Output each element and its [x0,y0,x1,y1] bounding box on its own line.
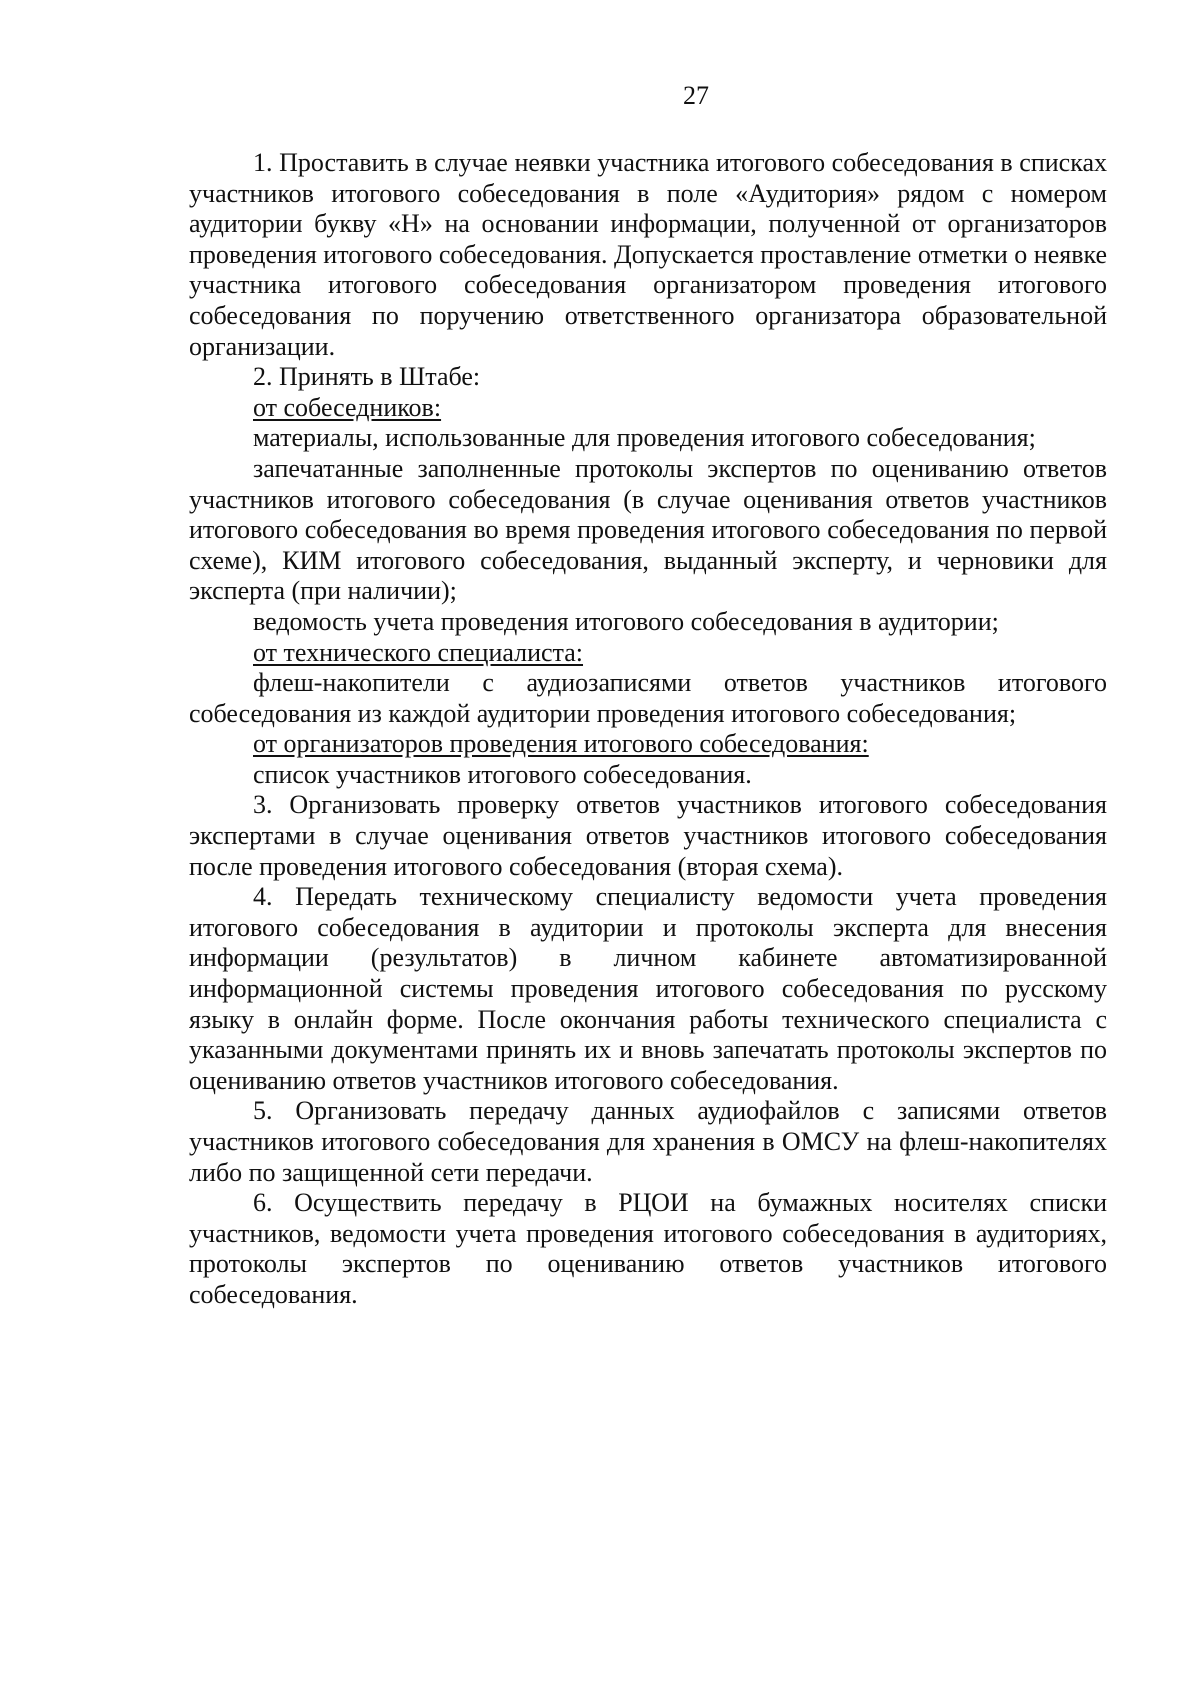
paragraph-participant-list: список участников итогового собеседования. [253,759,752,789]
subheading-from-organizers [189,729,1107,760]
page-number: 27 [683,81,709,110]
subheading-from-tech [189,638,1107,669]
subheading-from-organizers-text: от организаторов проведения итогового собеседования: [253,729,869,759]
paragraph-5: 5. Организовать передачу данных аудиофайлов с записями ответов участников итогового собеседования для хранения в ОМСУ на флеш-накопителях либо по защищенной сети передачи. [189,1096,1107,1187]
document-body [189,148,1107,1311]
paragraph-3: 3. Организовать проверку ответов участников итогового собеседования экспертами в случае оценивания ответов участников итогового собеседования после проведения итогового собеседования (вторая схема). [189,790,1107,881]
subheading-from-tech-text: от технического специалиста: [253,637,584,667]
paragraph-flash-drives: флеш-накопители с аудиозаписями ответов участников итогового собеседования из каждой аудитории проведения итогового собеседования; [189,668,1107,728]
paragraph-materials: материалы, использованные для проведения итогового собеседования; [253,423,1036,453]
paragraph-1: 1. Проставить в случае неявки участника итогового собеседования в списках участников итогового собеседования в поле «Аудитория» рядом с номером аудитории букву «Н» на основании информации, полученной от организаторов проведения итогового собеседования. Допускается проставление отметки о неявке участника итогового собеседования организатором проведения итогового собеседования по поручению ответственного организатора образовательной организации. [189,148,1107,361]
subheading-from-interviewers-text: от собеседников: [253,392,442,422]
paragraph-6: 6. Осуществить передачу в РЦОИ на бумажных носителях списки участников, ведомости учета проведения итогового собеседования в аудиториях, протоколы экспертов по оцениванию ответов участников итогового собеседования. [189,1188,1107,1309]
paragraph-vedomost: ведомость учета проведения итогового собеседования в аудитории; [253,606,999,636]
paragraph-4: 4. Передать техническому специалисту ведомости учета проведения итогового собеседования в аудитории и протоколы эксперта для внесения информации (результатов) в личном кабинете автоматизированной информационной системы проведения итогового собеседования по русскому языку в онлайн форме. После окончания работы технического специалиста с указанными документами принять их и вновь запечатать протоколы экспертов по оцениванию ответов участников итогового собеседования. [189,882,1107,1095]
subheading-from-interviewers [189,393,1107,424]
paragraph-sealed-protocols: запечатанные заполненные протоколы экспертов по оцениванию ответов участников итогового собеседования (в случае оценивания ответов участников итогового собеседования во время проведения итогового собеседования по первой схеме), КИМ итогового собеседования, выданный эксперту, и черновики для эксперта (при наличии); [189,453,1107,606]
paragraph-2-heading: 2. Принять в Штабе: [253,362,481,392]
